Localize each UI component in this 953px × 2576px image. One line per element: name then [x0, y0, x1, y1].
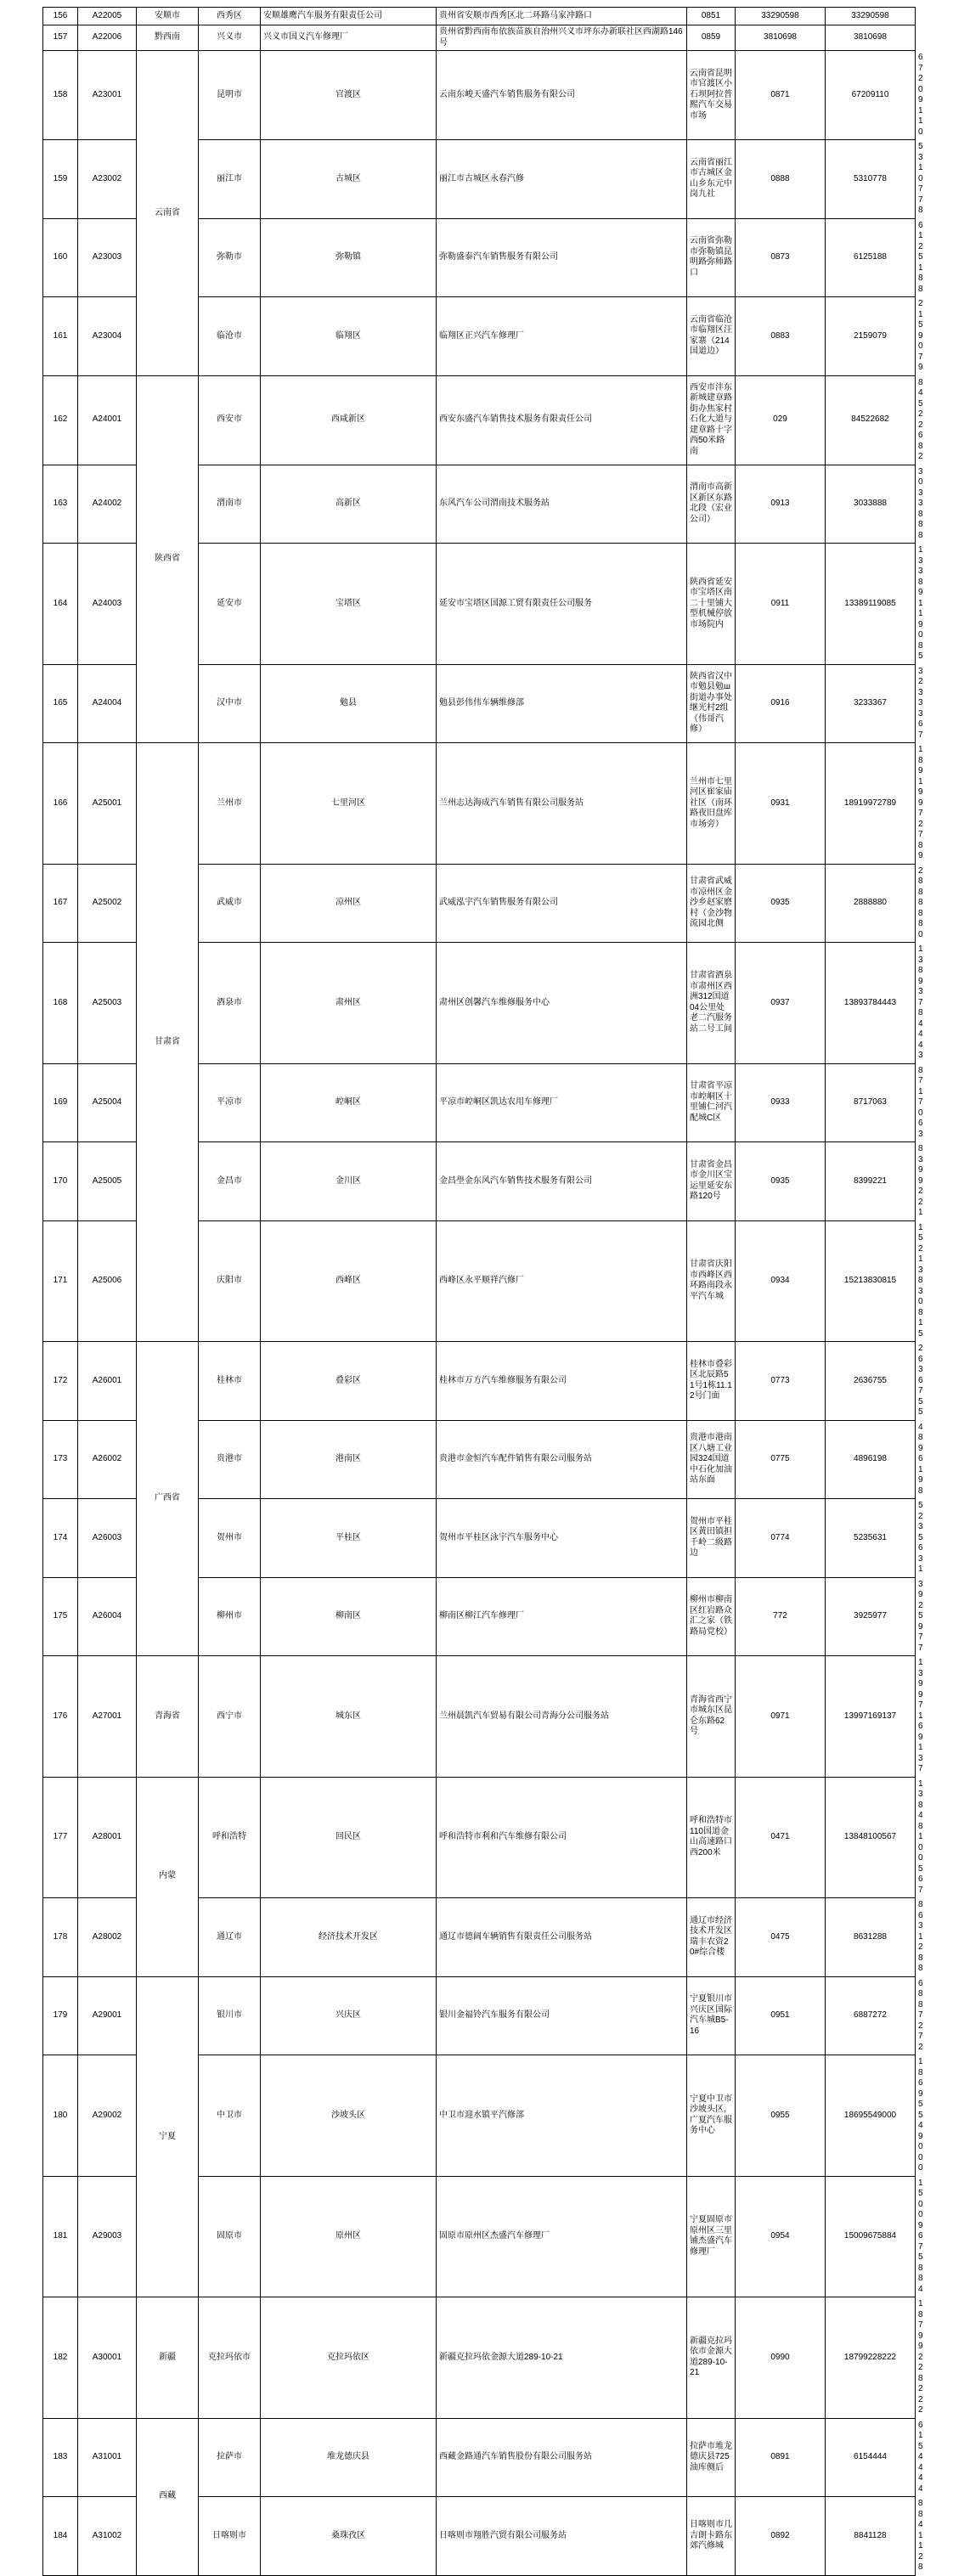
- cell-station-code: A24004: [78, 664, 137, 743]
- cell-station-name: 呼和浩特市利和汽车维修有限公司: [437, 1777, 687, 1898]
- cell-phone-secondary: 33290598: [826, 8, 916, 25]
- cell-address: 甘肃省庆阳市西峰区西环路南段永平汽车城: [687, 1220, 736, 1342]
- cell-area-code: 0934: [736, 1220, 826, 1342]
- cell-district: 凉州区: [261, 864, 437, 943]
- cell-station-code: A25003: [78, 943, 137, 1064]
- cell-district: 崆峒区: [261, 1063, 437, 1142]
- cell-area-code: 0935: [736, 1142, 826, 1221]
- cell-area-code: 0933: [736, 1063, 826, 1142]
- cell-phone-primary: 13389119085: [826, 544, 916, 665]
- cell-address: 兰州市七里河区崔家庙社区（南环路夜旧盘库市场旁）: [687, 743, 736, 865]
- cell-serial-number: 172: [43, 1342, 78, 1421]
- cell-province: 新疆: [137, 2297, 199, 2419]
- table-row: 172 A26001 广西省 桂林市 叠彩区 桂林市万方汽车维修服务有限公司 桂林市叠彩区北辰路51号1栋11.12号门面 0773 2636755 2636755: [43, 1342, 916, 1421]
- cell-station-code: A26001: [78, 1342, 137, 1421]
- cell-district: 桑珠孜区: [261, 2497, 437, 2576]
- cell-city: 汉中市: [199, 664, 261, 743]
- cell-serial-number: 157: [43, 25, 78, 51]
- cell-area-code: 029: [736, 375, 826, 465]
- cell-phone-primary: 6154444: [826, 2418, 916, 2497]
- cell-district: 官渡区: [261, 51, 437, 140]
- cell-city: 柳州市: [199, 1577, 261, 1656]
- cell-serial-number: 182: [43, 2297, 78, 2419]
- cell-phone-primary: 33290598: [736, 8, 826, 25]
- cell-city: 庆阳市: [199, 1220, 261, 1342]
- cell-district: 高新区: [261, 465, 437, 544]
- cell-address: 拉萨市堆龙德庆县725油库侧后: [687, 2418, 736, 2497]
- cell-province: 宁夏: [137, 1976, 199, 2297]
- cell-city: 固原市: [199, 2176, 261, 2297]
- table-row: 168 A25003 酒泉市 肃州区 肃州区创馨汽车维修服务中心 甘肃省酒泉市肃州区西洲312国道04公里处老二汽服务站二号工间 0937 13893784443 13893784443: [43, 943, 916, 1064]
- cell-station-name: 肃州区创馨汽车维修服务中心: [437, 943, 687, 1064]
- cell-city: 丽江市: [199, 140, 261, 219]
- cell-phone-primary: 6125188: [826, 218, 916, 297]
- cell-address: 贵州省黔西南布依族苗族自治州兴义市坪东办新联社区西湖路146号: [437, 25, 687, 51]
- cell-station-code: A23002: [78, 140, 137, 219]
- cell-city: 西安市: [199, 375, 261, 465]
- cell-district: 七里河区: [261, 743, 437, 865]
- cell-district: 回民区: [261, 1777, 437, 1898]
- table-row: 159 A23002 丽江市 古城区 丽江市古城区永春汽修 云南省丽江市古城区金山乡东元中岗九社 0888 5310778 5310778: [43, 140, 916, 219]
- cell-area-code: 0773: [736, 1342, 826, 1421]
- table-row: 176 A27001 青海省 西宁市 城东区 兰州晨凯汽车贸易有限公司青海分公司服务站 青海省西宁市城东区昆仑东路62号 0971 13997169137 13997169137: [43, 1656, 916, 1778]
- table-row: 173 A26002 贵港市 港南区 贵港市金恒汽车配件销售有限公司服务站 贵港市港南区八塘工业园324国道中石化加油站东面 0775 4896198 4896198: [43, 1420, 916, 1499]
- cell-station-name: 固原市原州区杰盛汽车修理厂: [437, 2176, 687, 2297]
- cell-phone-primary: 8717063: [826, 1063, 916, 1142]
- cell-city: 通辽市: [199, 1898, 261, 1977]
- cell-address: 日喀则市几吉朗卡路东郊汽修城: [687, 2497, 736, 2576]
- cell-station-code: A23003: [78, 218, 137, 297]
- cell-serial-number: 162: [43, 375, 78, 465]
- cell-city: 桂林市: [199, 1342, 261, 1421]
- cell-station-name: 临翔区正兴汽车修理厂: [437, 297, 687, 376]
- cell-station-code: A28001: [78, 1777, 137, 1898]
- cell-station-name: 延安市宝塔区国源工贸有限责任公司服务: [437, 544, 687, 665]
- cell-province: 云南省: [137, 51, 199, 376]
- cell-district: 堆龙德庆县: [261, 2418, 437, 2497]
- cell-address: 宁夏中卫市沙坡头区，广夏汽车服务中心: [687, 2055, 736, 2177]
- cell-station-code: A22005: [78, 8, 137, 25]
- cell-serial-number: 159: [43, 140, 78, 219]
- cell-serial-number: 165: [43, 664, 78, 743]
- cell-serial-number: 175: [43, 1577, 78, 1656]
- cell-province: 内蒙: [137, 1777, 199, 1976]
- cell-address: 甘肃省武威市凉州区金沙乡赵家磨村（金沙物流园北侧: [687, 864, 736, 943]
- cell-address: 甘肃省平凉市崆峒区十里铺仁河汽配城C区: [687, 1063, 736, 1142]
- cell-city: 渭南市: [199, 465, 261, 544]
- table-row: 175 A26004 柳州市 柳南区 柳南区柳江汽车修理厂 柳州市柳南区红岩路众汇之家（铁路局党校） 772 3925977 3925977: [43, 1577, 916, 1656]
- cell-phone-primary: 8399221: [826, 1142, 916, 1221]
- cell-address: 云南省昆明市官渡区小石坝阿拉普熙汽车交易市场: [687, 51, 736, 140]
- cell-station-code: A24002: [78, 465, 137, 544]
- cell-address: 宁夏银川市兴庆区国际汽车城B5-16: [687, 1976, 736, 2055]
- cell-district: 金川区: [261, 1142, 437, 1221]
- cell-city: 弥勒市: [199, 218, 261, 297]
- cell-serial-number: 176: [43, 1656, 78, 1778]
- cell-address: 通辽市经济技术开发区瑞丰农资20#综合楼: [687, 1898, 736, 1977]
- table-row: 169 A25004 平凉市 崆峒区 平凉市崆峒区凯达农用车修理厂 甘肃省平凉市崆峒区十里铺仁河汽配城C区 0933 8717063 8717063: [43, 1063, 916, 1142]
- cell-address: 西安市沣东新城建章路街办焦家村石化大道与建章路十字西50米路南: [687, 375, 736, 465]
- cell-city: 兰州市: [199, 743, 261, 865]
- cell-area-code: 0471: [736, 1777, 826, 1898]
- cell-area-code: 0913: [736, 465, 826, 544]
- table-row: 178 A28002 通辽市 经济技术开发区 通辽市德阔车辆销售有限责任公司服务站 通辽市经济技术开发区瑞丰农资20#综合楼 0475 8631288 8631288: [43, 1898, 916, 1977]
- cell-station-name: 平凉市崆峒区凯达农用车修理厂: [437, 1063, 687, 1142]
- cell-district: 西峰区: [261, 1220, 437, 1342]
- cell-serial-number: 171: [43, 1220, 78, 1342]
- table-row: 162 A24001 陕西省 西安市 西咸新区 西安东盛汽车销售技术服务有限责任公司 西安市沣东新城建章路街办焦家村石化大道与建章路十字西50米路南 029 84522682 84522682: [43, 375, 916, 465]
- cell-district: 港南区: [261, 1420, 437, 1499]
- cell-area-code: 0475: [736, 1898, 826, 1977]
- cell-area-code: 0873: [736, 218, 826, 297]
- table-row: 171 A25006 庆阳市 西峰区 西峰区永平顺祥汽修厂 甘肃省庆阳市西峰区西环路南段永平汽车城 0934 15213830815 15213830815: [43, 1220, 916, 1342]
- cell-city: 临沧市: [199, 297, 261, 376]
- cell-phone-primary: 2636755: [826, 1342, 916, 1421]
- cell-address: 陕西省汉中市勉县勉ш街道办事处继光村2组（伟哥汽修）: [687, 664, 736, 743]
- table-row: 165 A24004 汉中市 勉县 勉县彭伟伟车辆维修部 陕西省汉中市勉县勉ш街道办事处继光村2组（伟哥汽修） 0916 3233367 3233367: [43, 664, 916, 743]
- cell-address: 陕西省延安市宝塔区南二十里铺大型机械停放市场院内: [687, 544, 736, 665]
- cell-phone-primary: 8631288: [826, 1898, 916, 1977]
- cell-city: 呼和浩特: [199, 1777, 261, 1898]
- cell-district: 西咸新区: [261, 375, 437, 465]
- cell-station-name: 兰州晨凯汽车贸易有限公司青海分公司服务站: [437, 1656, 687, 1778]
- cell-station-name: 弥勒盛泰汽车销售服务有限公司: [437, 218, 687, 297]
- cell-district: 兴义市: [199, 25, 261, 51]
- cell-area-code: 0990: [736, 2297, 826, 2419]
- table-row: 177 A28001 内蒙 呼和浩特 回民区 呼和浩特市利和汽车维修有限公司 呼和浩特市110国道金山高速路口西200米 0471 13848100567 13848100567: [43, 1777, 916, 1898]
- cell-station-code: A25001: [78, 743, 137, 865]
- cell-phone-primary: 3033888: [826, 465, 916, 544]
- cell-district: 西秀区: [199, 8, 261, 25]
- cell-serial-number: 181: [43, 2176, 78, 2297]
- cell-station-code: A22006: [78, 25, 137, 51]
- cell-city: 安顺市: [137, 8, 199, 25]
- cell-station-code: A25005: [78, 1142, 137, 1221]
- cell-city: 平凉市: [199, 1063, 261, 1142]
- cell-district: 古城区: [261, 140, 437, 219]
- table-row: 164 A24003 延安市 宝塔区 延安市宝塔区国源工贸有限责任公司服务 陕西省延安市宝塔区南二十里铺大型机械停放市场院内 0911 13389119085 13389119085: [43, 544, 916, 665]
- cell-city: 中卫市: [199, 2055, 261, 2177]
- cell-district: 肃州区: [261, 943, 437, 1064]
- cell-station-name: 兰州志达海成汽车销售有限公司服务站: [437, 743, 687, 865]
- cell-serial-number: 169: [43, 1063, 78, 1142]
- cell-serial-number: 173: [43, 1420, 78, 1499]
- cell-serial-number: 164: [43, 544, 78, 665]
- cell-serial-number: 156: [43, 8, 78, 25]
- cell-station-name: 柳南区柳江汽车修理厂: [437, 1577, 687, 1656]
- cell-area-code: 0954: [736, 2176, 826, 2297]
- cell-station-code: A24003: [78, 544, 137, 665]
- table-row: [43, 8, 916, 25]
- cell-area-code: 0971: [736, 1656, 826, 1778]
- cell-area-code: 0883: [736, 297, 826, 376]
- cell-district: 沙坡头区: [261, 2055, 437, 2177]
- cell-phone-primary: 18799228222: [826, 2297, 916, 2419]
- table-row: 184 A31002 日喀则市 桑珠孜区 日喀则市翔胜汽贸有限公司服务站 日喀则市几吉朗卡路东郊汽修城 0892 8841128 8841128: [43, 2497, 916, 2576]
- cell-city: 克拉玛依市: [199, 2297, 261, 2419]
- cell-city: 拉萨市: [199, 2418, 261, 2497]
- cell-station-name: 贵港市金恒汽车配件销售有限公司服务站: [437, 1420, 687, 1499]
- cell-station-code: A31002: [78, 2497, 137, 2576]
- cell-area-code: 0851: [687, 8, 736, 25]
- cell-station-code: A31001: [78, 2418, 137, 2497]
- cell-area-code: 0871: [736, 51, 826, 140]
- cell-area-code: 772: [736, 1577, 826, 1656]
- cell-city: 延安市: [199, 544, 261, 665]
- cell-serial-number: 170: [43, 1142, 78, 1221]
- cell-serial-number: 180: [43, 2055, 78, 2177]
- cell-district: 宝塔区: [261, 544, 437, 665]
- cell-phone-primary: 67209110: [826, 51, 916, 140]
- cell-address: 呼和浩特市110国道金山高速路口西200米: [687, 1777, 736, 1898]
- table-row: 167 A25002 武威市 凉州区 武威泓宇汽车销售服务有限公司 甘肃省武威市凉州区金沙乡赵家磨村（金沙物流园北侧 0935 2888880 2888880: [43, 864, 916, 943]
- cell-station-name: 西安东盛汽车销售技术服务有限责任公司: [437, 375, 687, 465]
- cell-area-code: 0937: [736, 943, 826, 1064]
- cell-serial-number: 179: [43, 1976, 78, 2055]
- cell-phone-primary: 13997169137: [826, 1656, 916, 1778]
- cell-district: 城东区: [261, 1656, 437, 1778]
- cell-city: 黔西南: [137, 25, 199, 51]
- cell-serial-number: 168: [43, 943, 78, 1064]
- cell-address: 柳州市柳南区红岩路众汇之家（铁路局党校）: [687, 1577, 736, 1656]
- table-body: [43, 8, 923, 2576]
- table-row: 161 A23004 临沧市 临翔区 临翔区正兴汽车修理厂 云南省临沧市临翔区汪家寨（214国道边） 0883 2159079 2159079: [43, 297, 916, 376]
- cell-area-code: 0888: [736, 140, 826, 219]
- cell-station-code: A26002: [78, 1420, 137, 1499]
- cell-station-code: A24001: [78, 375, 137, 465]
- cell-province: 陕西省: [137, 375, 199, 743]
- cell-station-name: 桂林市万方汽车维修服务有限公司: [437, 1342, 687, 1421]
- cell-area-code: 0859: [687, 25, 736, 51]
- service-station-table: [42, 7, 923, 2576]
- cell-city: 贵港市: [199, 1420, 261, 1499]
- cell-address: 贵港市港南区八塘工业园324国道中石化加油站东面: [687, 1420, 736, 1499]
- cell-address: 甘肃省金昌市金川区宝运里延安东路120号: [687, 1142, 736, 1221]
- cell-station-code: A23004: [78, 297, 137, 376]
- cell-phone-primary: 4896198: [826, 1420, 916, 1499]
- cell-phone-primary: 13848100567: [826, 1777, 916, 1898]
- cell-station-code: A23001: [78, 51, 137, 140]
- cell-area-code: 0775: [736, 1420, 826, 1499]
- cell-phone-primary: 3810698: [736, 25, 826, 51]
- cell-station-name: 安顺雄鹰汽车服务有限责任公司: [261, 8, 437, 25]
- cell-area-code: 0935: [736, 864, 826, 943]
- cell-serial-number: 160: [43, 218, 78, 297]
- cell-station-name: 武威泓宇汽车销售服务有限公司: [437, 864, 687, 943]
- cell-address: 甘肃省酒泉市肃州区西洲312国道04公里处老二汽服务站二号工间: [687, 943, 736, 1064]
- cell-district: 柳南区: [261, 1577, 437, 1656]
- cell-province: 西藏: [137, 2418, 199, 2575]
- cell-phone-primary: 15009675884: [826, 2176, 916, 2297]
- cell-address: 云南省丽江市古城区金山乡东元中岗九社: [687, 140, 736, 219]
- cell-phone-primary: 18919972789: [826, 743, 916, 865]
- table-row: 163 A24002 渭南市 高新区 东风汽车公司渭南技术服务站 渭南市高新区新区东路北段（宏业公司） 0913 3033888 3033888: [43, 465, 916, 544]
- cell-station-name: 云南东峻天盛汽车销售服务有限公司: [437, 51, 687, 140]
- cell-station-code: A25004: [78, 1063, 137, 1142]
- cell-city: 银川市: [199, 1976, 261, 2055]
- cell-area-code: 0951: [736, 1976, 826, 2055]
- cell-district: 临翔区: [261, 297, 437, 376]
- cell-phone-primary: 84522682: [826, 375, 916, 465]
- cell-serial-number: 158: [43, 51, 78, 140]
- cell-address: 云南省弥勒市弥勒镇昆明路弥师路口: [687, 218, 736, 297]
- cell-serial-number: 177: [43, 1777, 78, 1898]
- cell-city: 金昌市: [199, 1142, 261, 1221]
- cell-phone-primary: 18695549000: [826, 2055, 916, 2177]
- cell-station-code: A26003: [78, 1499, 137, 1578]
- cell-station-name: 西峰区永平顺祥汽修厂: [437, 1220, 687, 1342]
- cell-serial-number: 184: [43, 2497, 78, 2576]
- cell-phone-primary: 2159079: [826, 297, 916, 376]
- cell-station-name: 银川金福铃汽车服务有限公司: [437, 1976, 687, 2055]
- cell-area-code: 0892: [736, 2497, 826, 2576]
- cell-district: 经济技术开发区: [261, 1898, 437, 1977]
- cell-phone-secondary: 3810698: [826, 25, 916, 51]
- cell-phone-primary: 3233367: [826, 664, 916, 743]
- cell-city: 昆明市: [199, 51, 261, 140]
- cell-phone-primary: 13893784443: [826, 943, 916, 1064]
- cell-address: 渭南市高新区新区东路北段（宏业公司）: [687, 465, 736, 544]
- cell-phone-primary: 6887272: [826, 1976, 916, 2055]
- cell-serial-number: 166: [43, 743, 78, 865]
- cell-phone-primary: 15213830815: [826, 1220, 916, 1342]
- cell-province: 甘肃省: [137, 743, 199, 1342]
- cell-phone-primary: 5235631: [826, 1499, 916, 1578]
- cell-serial-number: 174: [43, 1499, 78, 1578]
- cell-district: 弥勒镇: [261, 218, 437, 297]
- table-row: [43, 25, 916, 51]
- cell-station-name: 贺州市平桂区泳宇汽车服务中心: [437, 1499, 687, 1578]
- cell-city: 日喀则市: [199, 2497, 261, 2576]
- cell-address: 云南省临沧市临翔区汪家寨（214国道边）: [687, 297, 736, 376]
- cell-address: 桂林市叠彩区北辰路51号1栋11.12号门面: [687, 1342, 736, 1421]
- cell-serial-number: 178: [43, 1898, 78, 1977]
- cell-station-name: 新疆克拉玛依金源大道289-10-21: [437, 2297, 687, 2419]
- cell-district: 平桂区: [261, 1499, 437, 1578]
- table-row: 174 A26003 贺州市 平桂区 贺州市平桂区泳宇汽车服务中心 贺州市平桂区黄田镇担千岭二级路边 0774 5235631 5235631: [43, 1499, 916, 1578]
- cell-station-code: A29001: [78, 1976, 137, 2055]
- document-page: [42, 7, 923, 2576]
- table-row: 166 A25001 甘肃省 兰州市 七里河区 兰州志达海成汽车销售有限公司服务站 兰州市七里河区崔家庙社区（南环路夜旧盘库市场旁） 0931 18919972789 18919972789: [43, 743, 916, 865]
- cell-station-code: A25002: [78, 864, 137, 943]
- cell-area-code: 0891: [736, 2418, 826, 2497]
- cell-area-code: 0911: [736, 544, 826, 665]
- cell-station-name: 中卫市迎水镇平汽修部: [437, 2055, 687, 2177]
- cell-station-code: A27001: [78, 1656, 137, 1778]
- cell-district: 克拉玛依区: [261, 2297, 437, 2419]
- cell-station-code: A30001: [78, 2297, 137, 2419]
- table-row: 181 A29003 固原市 原州区 固原市原州区杰盛汽车修理厂 宁夏固原市原州区三里铺杰盛汽车修理厂 0954 15009675884 15009675884: [43, 2176, 916, 2297]
- cell-district: 原州区: [261, 2176, 437, 2297]
- cell-area-code: 0916: [736, 664, 826, 743]
- cell-address: 宁夏固原市原州区三里铺杰盛汽车修理厂: [687, 2176, 736, 2297]
- cell-address: 青海省西宁市城东区昆仑东路62号: [687, 1656, 736, 1778]
- cell-address: 新疆克拉玛依市金源大道289-10-21: [687, 2297, 736, 2419]
- cell-serial-number: 161: [43, 297, 78, 376]
- cell-phone-primary: 2888880: [826, 864, 916, 943]
- cell-station-code: A29003: [78, 2176, 137, 2297]
- cell-station-name: 勉县彭伟伟车辆维修部: [437, 664, 687, 743]
- cell-serial-number: 183: [43, 2418, 78, 2497]
- cell-district: 勉县: [261, 664, 437, 743]
- table-row: 183 A31001 西藏 拉萨市 堆龙德庆县 西藏金路通汽车销售股份有限公司服务站 拉萨市堆龙德庆县725油库侧后 0891 6154444 6154444: [43, 2418, 916, 2497]
- cell-phone-primary: 5310778: [826, 140, 916, 219]
- cell-station-code: A28002: [78, 1898, 137, 1977]
- cell-phone-primary: 3925977: [826, 1577, 916, 1656]
- cell-station-name: 东风汽车公司渭南技术服务站: [437, 465, 687, 544]
- cell-district: 叠彩区: [261, 1342, 437, 1421]
- cell-province: 广西省: [137, 1342, 199, 1656]
- cell-area-code: 0955: [736, 2055, 826, 2177]
- cell-address: 贵州省安顺市西秀区北二环路马家冲路口: [437, 8, 687, 25]
- cell-area-code: 0931: [736, 743, 826, 865]
- cell-station-code: A29002: [78, 2055, 137, 2177]
- cell-city: 酒泉市: [199, 943, 261, 1064]
- table-row: 179 A29001 宁夏 银川市 兴庆区 银川金福铃汽车服务有限公司 宁夏银川市兴庆区国际汽车城B5-16 0951 6887272 6887272: [43, 1976, 916, 2055]
- cell-province: 青海省: [137, 1656, 199, 1778]
- cell-station-name: 日喀则市翔胜汽贸有限公司服务站: [437, 2497, 687, 2576]
- cell-station-name: 丽江市古城区永春汽修: [437, 140, 687, 219]
- cell-address: 贺州市平桂区黄田镇担千岭二级路边: [687, 1499, 736, 1578]
- table-row: 170 A25005 金昌市 金川区 金昌壆金东风汽车销售技术服务有限公司 甘肃省金昌市金川区宝运里延安东路120号 0935 8399221 8399221: [43, 1142, 916, 1221]
- table-row: 158 A23001 云南省 昆明市 官渡区 云南东峻天盛汽车销售服务有限公司 云南省昆明市官渡区小石坝阿拉普熙汽车交易市场 0871 67209110 67209110: [43, 51, 916, 140]
- cell-city: 贺州市: [199, 1499, 261, 1578]
- cell-station-code: A26004: [78, 1577, 137, 1656]
- cell-station-name: 兴义市国义汽车修理厂: [261, 25, 437, 51]
- cell-phone-primary: 8841128: [826, 2497, 916, 2576]
- table-row: 182 A30001 新疆 克拉玛依市 克拉玛依区 新疆克拉玛依金源大道289-10-21 新疆克拉玛依市金源大道289-10-21 0990 18799228222 18799228222: [43, 2297, 916, 2419]
- cell-city: 西宁市: [199, 1656, 261, 1778]
- cell-station-name: 金昌壆金东风汽车销售技术服务有限公司: [437, 1142, 687, 1221]
- cell-station-name: 西藏金路通汽车销售股份有限公司服务站: [437, 2418, 687, 2497]
- cell-area-code: 0774: [736, 1499, 826, 1578]
- table-row: 160 A23003 弥勒市 弥勒镇 弥勒盛泰汽车销售服务有限公司 云南省弥勒市弥勒镇昆明路弥师路口 0873 6125188 6125188: [43, 218, 916, 297]
- cell-station-code: A25006: [78, 1220, 137, 1342]
- cell-serial-number: 167: [43, 864, 78, 943]
- cell-district: 兴庆区: [261, 1976, 437, 2055]
- cell-serial-number: 163: [43, 465, 78, 544]
- cell-city: 武威市: [199, 864, 261, 943]
- cell-station-name: 通辽市德阔车辆销售有限责任公司服务站: [437, 1898, 687, 1977]
- table-row: 180 A29002 中卫市 沙坡头区 中卫市迎水镇平汽修部 宁夏中卫市沙坡头区，广夏汽车服务中心 0955 18695549000 18695549000: [43, 2055, 916, 2177]
